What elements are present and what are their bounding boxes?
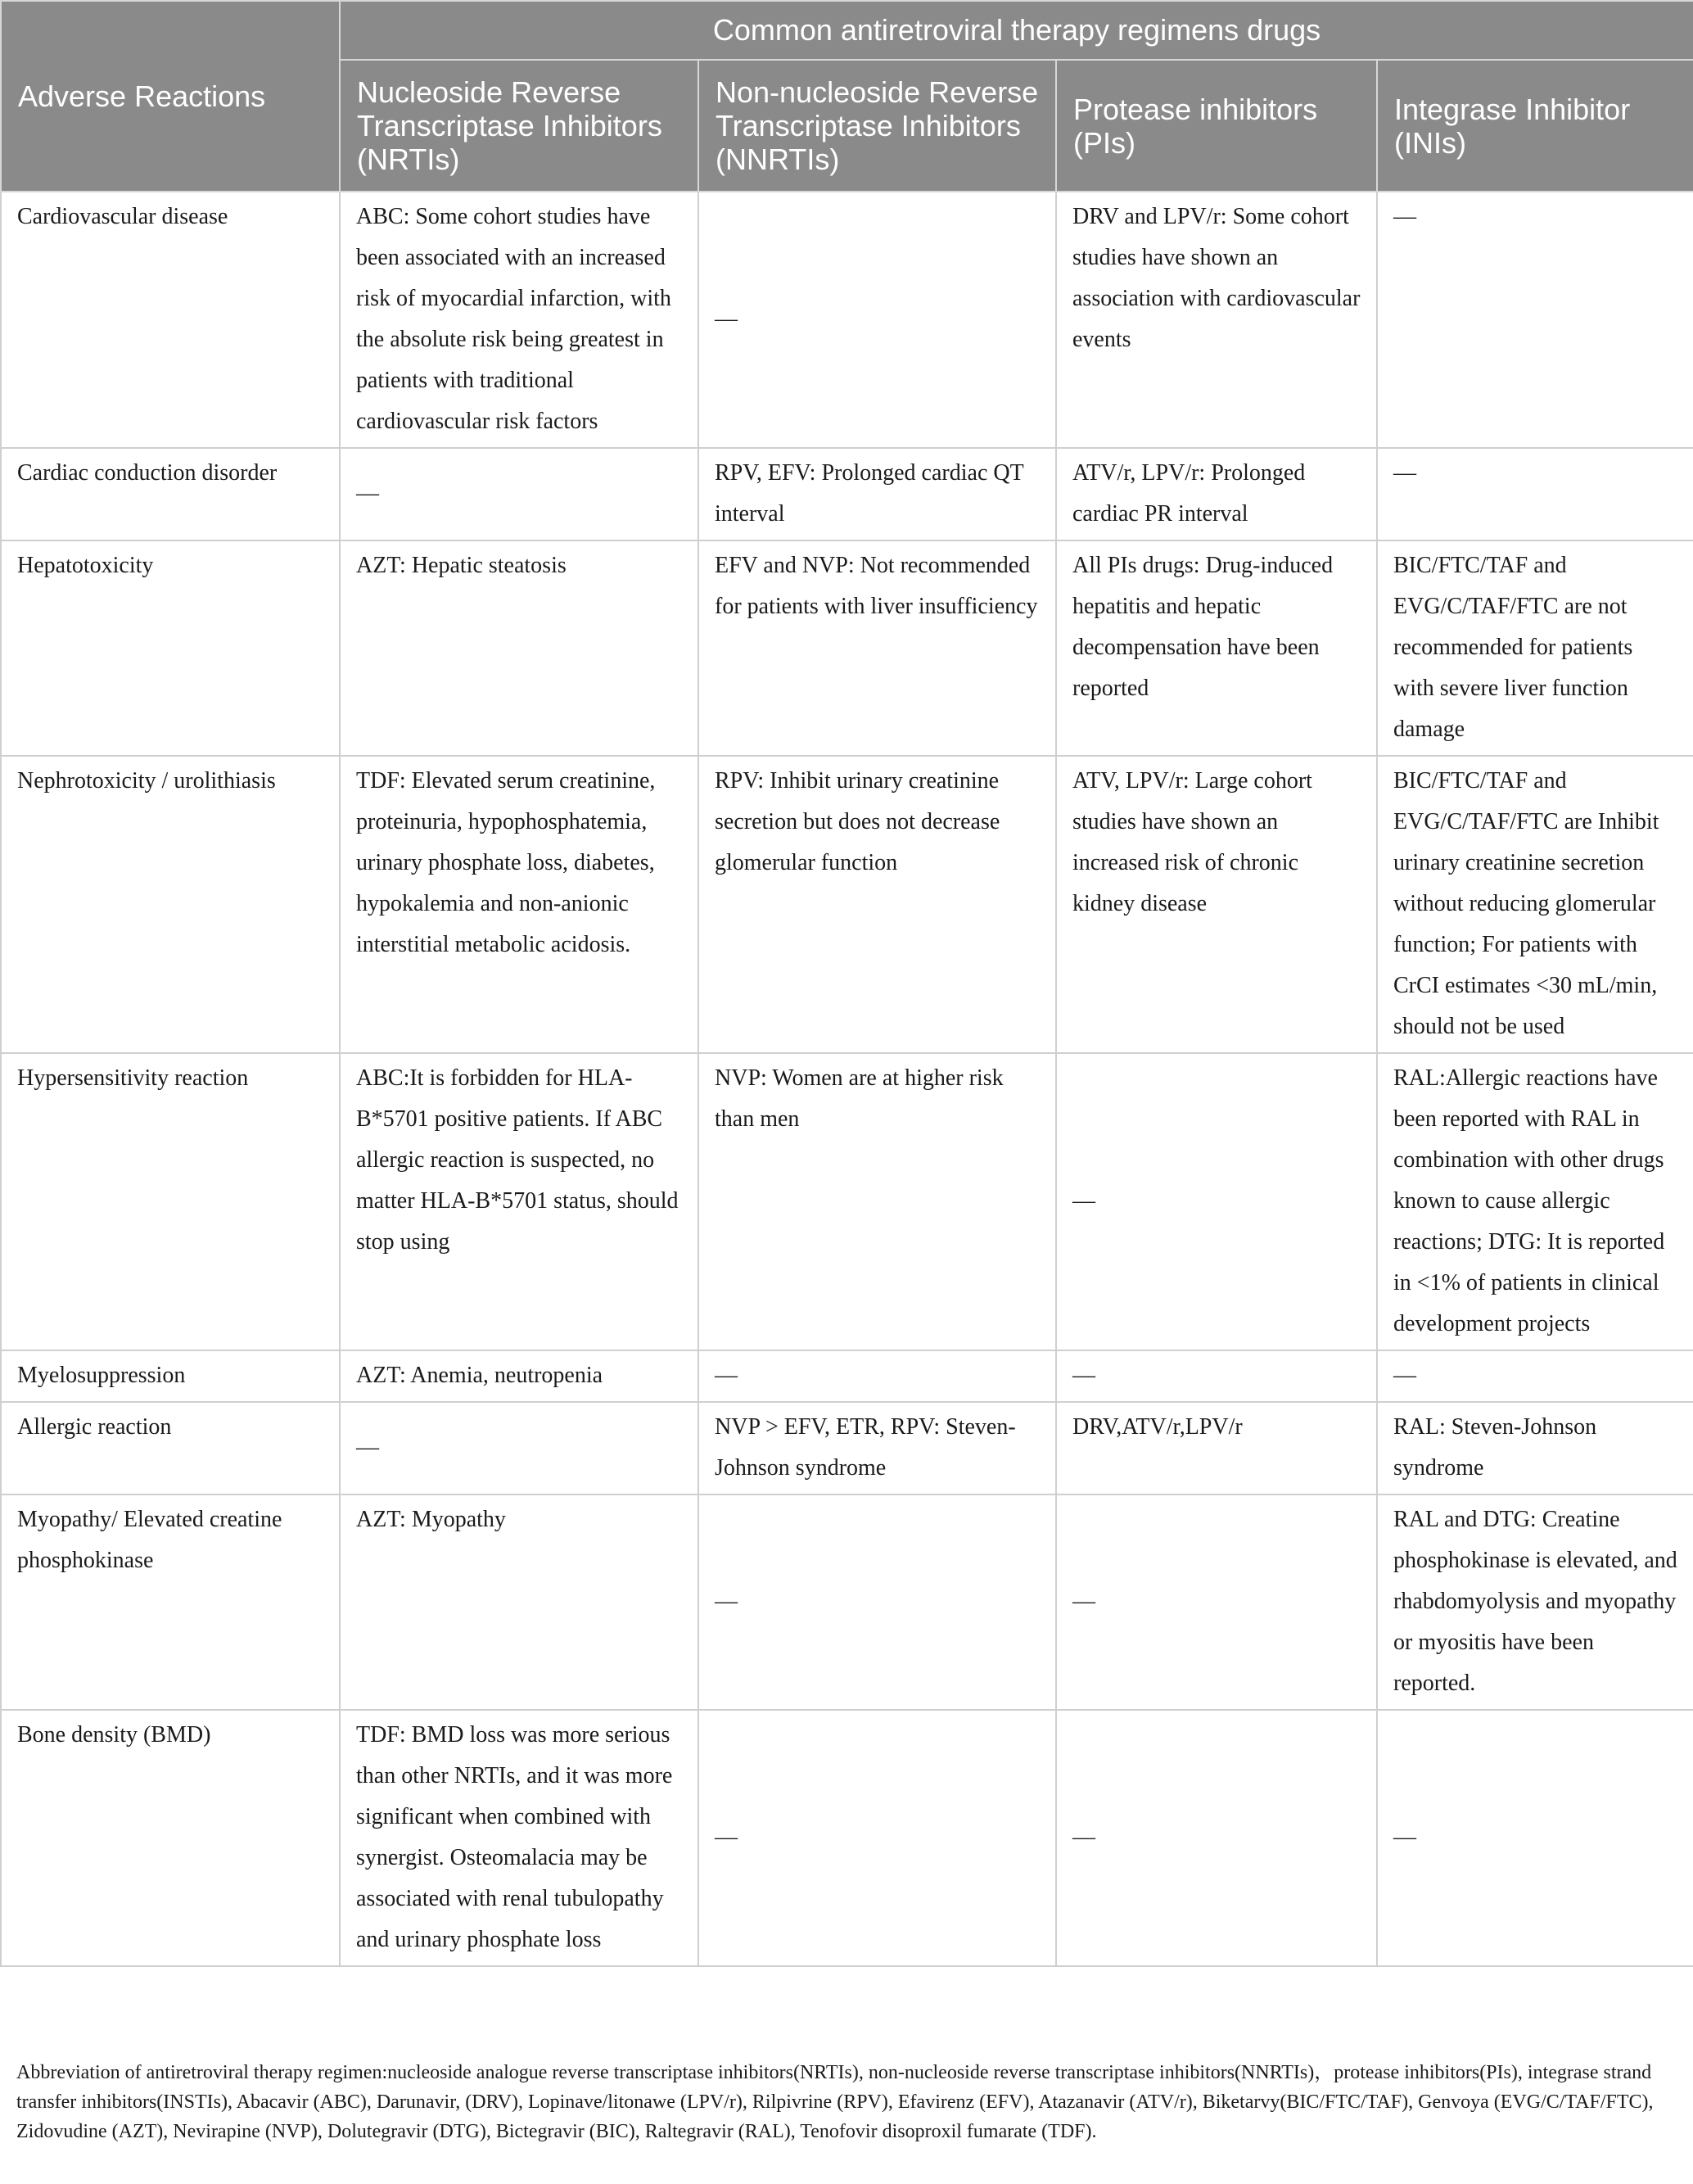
nrti-cell: — <box>340 1402 698 1494</box>
table-body <box>1 192 1693 1966</box>
reaction-cell: Myelosuppression <box>1 1350 340 1402</box>
nnrti-cell: — <box>698 192 1056 448</box>
nnrti-cell: RPV: Inhibit urinary creatinine secretion but does not decrease glomerular function <box>698 756 1056 1053</box>
reaction-cell: Nephrotoxicity / urolithiasis <box>1 756 340 1053</box>
pi-cell: ATV/r, LPV/r: Prolonged cardiac PR interval <box>1056 448 1377 540</box>
ini-cell: — <box>1377 1710 1693 1966</box>
nrti-cell: TDF: BMD loss was more serious than other NRTIs, and it was more significant when combined with synergist. Osteomalacia may be associated with renal tubulopathy and urinary phosphate loss <box>340 1710 698 1966</box>
nrti-cell: AZT: Myopathy <box>340 1494 698 1710</box>
reaction-cell: Hepatotoxicity <box>1 540 340 756</box>
table-row <box>1 448 1693 540</box>
pi-cell: — <box>1056 1710 1377 1966</box>
nnrti-cell: NVP: Women are at higher risk than men <box>698 1053 1056 1350</box>
nrti-cell: ABC:It is forbidden for HLA-B*5701 positive patients. If ABC allergic reaction is suspected, no matter HLA-B*5701 status, should stop using <box>340 1053 698 1350</box>
column-header-pis: Protease inhibitors (PIs) <box>1056 60 1377 192</box>
row-header-adverse-reactions: Adverse Reactions <box>1 1 340 192</box>
ini-cell: — <box>1377 192 1693 448</box>
ini-cell: RAL:Allergic reactions have been reported with RAL in combination with other drugs known to cause allergic reactions; DTG: It is reported in <1% of patients in clinical development projects <box>1377 1053 1693 1350</box>
ini-cell: BIC/FTC/TAF and EVG/C/TAF/FTC are not recommended for patients with severe liver function damage <box>1377 540 1693 756</box>
nnrti-cell: — <box>698 1350 1056 1402</box>
nnrti-cell: NVP > EFV, ETR, RPV: Steven-Johnson syndrome <box>698 1402 1056 1494</box>
ini-cell: BIC/FTC/TAF and EVG/C/TAF/FTC are Inhibit urinary creatinine secretion without reducing glomerular function; For patients with CrCI estimates <30 mL/min, should not be used <box>1377 756 1693 1053</box>
reaction-cell: Bone density (BMD) <box>1 1710 340 1966</box>
ini-cell: — <box>1377 448 1693 540</box>
group-header: Common antiretroviral therapy regimens drugs <box>340 1 1693 60</box>
nrti-cell: AZT: Hepatic steatosis <box>340 540 698 756</box>
table-header <box>1 1 1693 192</box>
nrti-cell: ABC: Some cohort studies have been associated with an increased risk of myocardial infarction, with the absolute risk being greatest in patients with traditional cardiovascular risk factors <box>340 192 698 448</box>
pi-cell: DRV and LPV/r: Some cohort studies have shown an association with cardiovascular events <box>1056 192 1377 448</box>
ini-cell: RAL and DTG: Creatine phosphokinase is elevated, and rhabdomyolysis and myopathy or myositis have been reported. <box>1377 1494 1693 1710</box>
column-header-nrtis: Nucleoside Reverse Transcriptase Inhibitors (NRTIs) <box>340 60 698 192</box>
pi-cell: — <box>1056 1053 1377 1350</box>
pi-cell: — <box>1056 1350 1377 1402</box>
pi-cell: All PIs drugs: Drug-induced hepatitis and hepatic decompensation have been reported <box>1056 540 1377 756</box>
column-header-inis: Integrase Inhibitor (INIs) <box>1377 60 1693 192</box>
table-row <box>1 1350 1693 1402</box>
table-row <box>1 1494 1693 1710</box>
table-row <box>1 756 1693 1053</box>
ini-cell: RAL: Steven-Johnson syndrome <box>1377 1402 1693 1494</box>
table-row <box>1 540 1693 756</box>
nnrti-cell: RPV, EFV: Prolonged cardiac QT interval <box>698 448 1056 540</box>
reaction-cell: Cardiovascular disease <box>1 192 340 448</box>
nnrti-cell: EFV and NVP: Not recommended for patients with liver insufficiency <box>698 540 1056 756</box>
column-header-nnrtis: Non-nucleoside Reverse Transcriptase Inhibitors (NNRTIs) <box>698 60 1056 192</box>
nrti-cell: TDF: Elevated serum creatinine, proteinuria, hypophosphatemia, urinary phosphate loss, diabetes, hypokalemia and non-anionic interstitial metabolic acidosis. <box>340 756 698 1053</box>
nrti-cell: — <box>340 448 698 540</box>
table-row <box>1 1402 1693 1494</box>
reaction-cell: Myopathy/ Elevated creatine phosphokinase <box>1 1494 340 1710</box>
reaction-cell: Hypersensitivity reaction <box>1 1053 340 1350</box>
ini-cell: — <box>1377 1350 1693 1402</box>
pi-cell: ATV, LPV/r: Large cohort studies have shown an increased risk of chronic kidney disease <box>1056 756 1377 1053</box>
table-row <box>1 1710 1693 1966</box>
nnrti-cell: — <box>698 1494 1056 1710</box>
table-row <box>1 1053 1693 1350</box>
pi-cell: — <box>1056 1494 1377 1710</box>
table-row <box>1 192 1693 448</box>
pi-cell: DRV,ATV/r,LPV/r <box>1056 1402 1377 1494</box>
reaction-cell: Allergic reaction <box>1 1402 340 1494</box>
table-footnote: Abbreviation of antiretroviral therapy regimen:nucleoside analogue reverse transcriptase inhibitors(NRTIs), non-nucleoside reverse transcriptase inhibitors(NNRTIs)，protease inhibitors(PIs), integrase strand transfer inhibitors(INSTIs), Abacavir (ABC), Darunavir, (DRV), Lopinave/litonawe (LPV/r), Rilpivrine (RPV), Efavirenz (EFV), Atazanavir (ATV/r), Biketarvy(BIC/FTC/TAF), Genvoya (EVG/C/TAF/FTC), Zidovudine (AZT), Nevirapine (NVP), Dolutegravir (DTG), Bictegravir (BIC), Raltegravir (RAL), Tenofovir disoproxil fumarate (TDF). <box>16 2062 1654 2142</box>
reaction-cell: Cardiac conduction disorder <box>1 448 340 540</box>
nnrti-cell: — <box>698 1710 1056 1966</box>
nrti-cell: AZT: Anemia, neutropenia <box>340 1350 698 1402</box>
